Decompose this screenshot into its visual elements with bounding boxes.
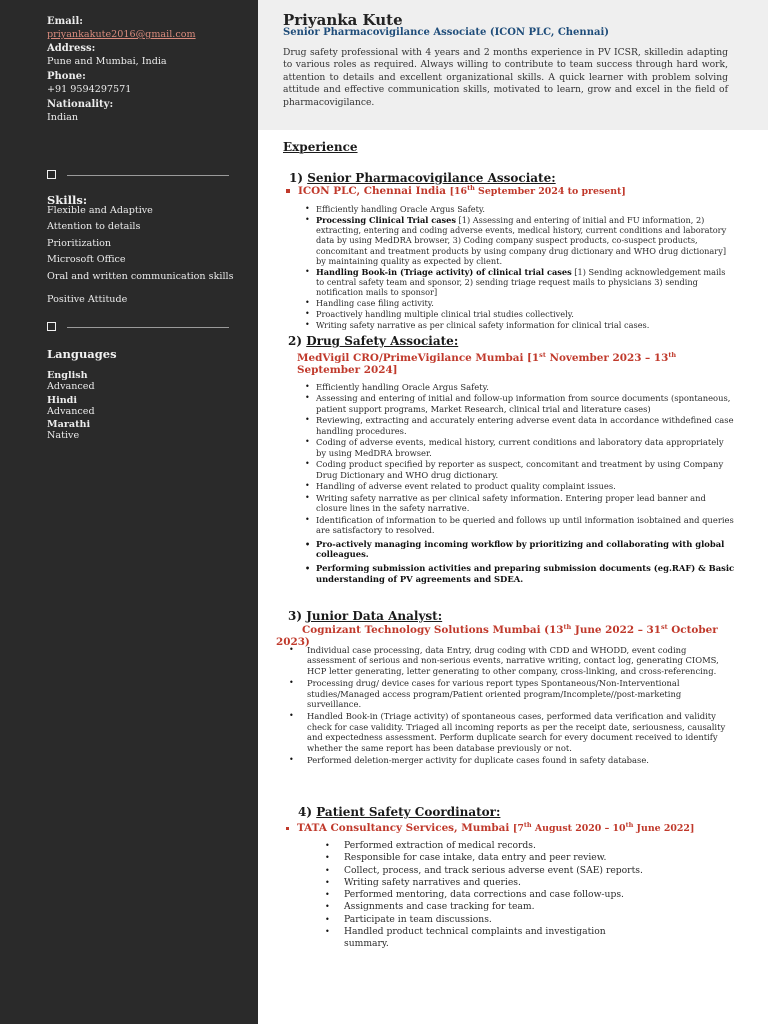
bullet-item: • Participate in team discussions. xyxy=(322,914,652,926)
language-name: Hindi xyxy=(47,395,78,406)
company-line xyxy=(286,184,626,197)
company-name: TATA Consultancy Services, Mumbai xyxy=(297,822,510,834)
job-number: 3) xyxy=(288,609,303,623)
bullet-text: [1) Assessing and entering of initial and FU information, 2) extracting, entering and coding adverse events, medical history, current conditions and laboratory data by using MedDRA browser, 3) Coding company suspect products, co-suspect products, concomitant and treatment products by using company drug dictionary and WHO drug dictionary] by maintaining quality as expected by client. xyxy=(316,214,727,266)
bullet-item: • Performed mentoring, data corrections and case follow-ups. xyxy=(322,889,652,901)
job-title xyxy=(288,334,458,348)
bullet-lead: Processing Clinical Trial cases xyxy=(316,214,456,225)
bullet-text: Writing safety narrative as per clinical safety information for clinical trial cases. xyxy=(316,319,650,330)
bullet-text: Efficiently handling Oracle Argus Safety. xyxy=(316,204,485,214)
nationality-value: Indian xyxy=(47,112,79,123)
section-divider xyxy=(47,170,230,180)
square-bullet-icon xyxy=(286,827,289,830)
job-date xyxy=(450,186,626,197)
bullet-item: • Responsible for case intake, data entry and peer review. xyxy=(322,852,652,864)
job-bullets xyxy=(305,204,730,331)
language-item xyxy=(47,395,247,417)
job-bullets xyxy=(305,382,735,585)
job-bullets xyxy=(284,645,736,767)
bullet-item xyxy=(305,298,730,308)
skills-heading: Skills: xyxy=(47,193,88,207)
bullet-text: Handling case filing activity. xyxy=(316,298,434,309)
bullet-item: • Assignments and case tracking for team. xyxy=(322,901,652,913)
company-line xyxy=(276,621,746,648)
language-item xyxy=(47,419,247,441)
date-superscript: st xyxy=(660,623,668,631)
job-bullets xyxy=(322,840,652,950)
language-item xyxy=(47,370,247,392)
date-part: September 2024] xyxy=(297,364,398,376)
square-bullet-icon xyxy=(286,189,290,193)
bullet-item: • Writing safety narratives and queries. xyxy=(322,877,652,889)
date-superscript: th xyxy=(563,623,572,631)
bullet-item xyxy=(305,267,730,298)
bullet-item xyxy=(305,215,730,266)
date-part: [7 xyxy=(512,823,524,834)
date-part: June 2022] xyxy=(633,823,695,834)
company-name: Cognizant Technology Solutions Mumbai xyxy=(302,624,541,636)
nationality-block xyxy=(47,99,247,124)
phone-value: +91 9594297571 xyxy=(47,84,132,95)
bullet-item: • Performed extraction of medical records. xyxy=(322,840,652,852)
languages-heading: Languages xyxy=(47,347,117,361)
job-title xyxy=(298,805,500,819)
date-part: [16 xyxy=(449,186,468,197)
address-block xyxy=(47,43,247,68)
company-name: ICON PLC, Chennai India xyxy=(298,185,446,197)
bullet-item: • Performed deletion-merger activity for duplicate cases found in safety database. xyxy=(284,755,736,765)
skill-item: Flexible and Adaptive xyxy=(47,205,153,216)
language-level: Advanced xyxy=(47,406,95,417)
bullet-item: • Coding of adverse events, medical history, current conditions and laboratory data appropriately by using MedDRA browser. xyxy=(305,437,735,458)
job-role: Junior Data Analyst: xyxy=(306,609,443,623)
bullet-item: • Handled Book-in (Triage activity) of spontaneous cases, performed data verification and validity check for case validity. Triaged all incoming reports as per the receipt date, seriousness, causality and expectedness assessment. Perform duplicate search for every document received to identify whether the same report has been database previously or not. xyxy=(284,711,736,753)
bullet-text: Proactively handling multiple clinical trial studies collectively. xyxy=(316,308,574,319)
date-superscript: th xyxy=(467,184,475,192)
job-title xyxy=(289,171,556,185)
bullet-item: • Processing drug/ device cases for various report types Spontaneous/Non-Interventional studies/Managed access program/Patient oriented program/Incomplete//post-marketing surveillance. xyxy=(284,678,736,709)
language-level: Native xyxy=(47,430,80,441)
date-part: August 2020 – 10 xyxy=(531,823,626,834)
skill-item: Microsoft Office xyxy=(47,254,126,265)
bullet-item: • Efficiently handling Oracle Argus Safety. xyxy=(305,382,735,393)
date-part: October 2023) xyxy=(276,624,718,648)
company-line xyxy=(286,821,694,834)
candidate-name: Priyanka Kute xyxy=(283,11,403,29)
candidate-role: Senior Pharmacovigilance Associate (ICON PLC, Chennai) xyxy=(283,27,609,38)
email-link[interactable]: priyankakute2016@gmail.com xyxy=(47,29,196,40)
job-role: Drug Safety Associate: xyxy=(306,334,459,348)
job-number: 2) xyxy=(288,334,303,348)
bullet-item: • Reviewing, extracting and accurately entering adverse event data in accordance withdefined case handling procedures. xyxy=(305,415,735,436)
nationality-label: Nationality: xyxy=(47,99,114,110)
job-date xyxy=(513,823,694,834)
bullet-item: • Collect, process, and track serious adverse event (SAE) reports. xyxy=(322,865,652,877)
bullet-item: • Writing safety narrative as per clinical safety information. Entering proper lead banner and closure lines in the safety narrative. xyxy=(305,493,735,514)
date-superscript: st xyxy=(539,351,546,359)
date-superscript: th xyxy=(523,821,532,829)
profile-summary: Drug safety professional with 4 years and 2 months experience in PV ICSR, skilledin adapting to various roles as required. Always willing to contribute to team success through hard work, attention to details and excellent organizational skills. A quick learner with problem solving attitude and effective communication skills, motivated to learn, grow and excel in the field of pharmacovigilance. xyxy=(283,47,728,108)
skill-item: Positive Attitude xyxy=(47,294,128,305)
bullet-item: • Identification of information to be queried and follows up until information isobtained and queries are satisfactory to resolved. xyxy=(305,515,735,536)
section-divider xyxy=(47,322,230,332)
email-block xyxy=(47,16,247,41)
date-superscript: th xyxy=(668,351,677,359)
address-value: Pune and Mumbai, India xyxy=(47,56,167,67)
date-superscript: th xyxy=(625,821,634,829)
bullet-item xyxy=(305,204,730,214)
job-role: Patient Safety Coordinator: xyxy=(316,805,501,819)
date-part: September 2024 to present] xyxy=(474,186,626,197)
bullet-text: [1) Sending acknowledgement mails to central safety team and sponsor, 2) sending triage request mails to physicians 3) sending notification mails to sponsor] xyxy=(316,266,726,298)
square-icon xyxy=(47,170,56,179)
language-name: English xyxy=(47,370,88,381)
bullet-item xyxy=(305,309,730,319)
bullet-lead: Handling Book-in (Triage activity) of clinical trial cases xyxy=(316,266,572,277)
bullet-item: • Handled product technical complaints and investigation summary. xyxy=(322,926,652,950)
bullet-item: • Handling of adverse event related to product quality complaint issues. xyxy=(305,481,735,492)
phone-label: Phone: xyxy=(47,71,86,82)
language-level: Advanced xyxy=(47,381,95,392)
bullet-item: • Coding product specified by reporter as suspect, concomitant and treatment by using Company Drug Dictionary and WHO drug dictionary. xyxy=(305,459,735,480)
skill-item: Prioritization xyxy=(47,238,112,249)
company-name: MedVigil CRO/PrimeVigilance Mumbai [1 xyxy=(297,352,540,364)
date-part: November 2023 – 13 xyxy=(545,352,669,364)
bullet-item: • Performing submission activities and preparing submission documents (eg.RAF) & Basic understanding of PV agreements and SDEA. xyxy=(305,563,735,584)
address-label: Address: xyxy=(47,43,96,54)
date-part: (13 xyxy=(544,624,564,636)
bullet-item: • Pro-actively managing incoming workflow by prioritizing and collaborating with global colleagues. xyxy=(305,539,735,560)
date-part: June 2022 – 31 xyxy=(571,624,661,636)
email-label: Email: xyxy=(47,16,83,27)
square-icon xyxy=(47,322,56,331)
job-number: 1) xyxy=(289,171,304,185)
bullet-item xyxy=(305,320,730,330)
sidebar xyxy=(0,0,258,1024)
job-number: 4) xyxy=(298,805,313,819)
job-role: Senior Pharmacovigilance Associate: xyxy=(307,171,556,185)
bullet-item: • Individual case processing, data Entry, drug coding with CDD and WHODD, event coding assessment of serious and non-serious events, narrative writing, contact log, generating CIOMS, HCP letter generating, letter generating to other company, cross-linking, and cross-referencing. xyxy=(284,645,736,676)
skill-item: Oral and written communication skills xyxy=(47,271,234,282)
language-name: Marathi xyxy=(47,419,91,430)
sidebar-footer-band xyxy=(0,964,258,1024)
bullet-item: • Assessing and entering of initial and follow-up information from source documents (spontaneous, patient support programs, Market Research, clinical trial and literature cases) xyxy=(305,393,735,414)
phone-block xyxy=(47,71,247,96)
company-line xyxy=(297,349,737,376)
divider-line xyxy=(67,175,229,176)
divider-line xyxy=(67,327,229,328)
experience-heading: Experience xyxy=(283,140,358,154)
skill-item: Attention to details xyxy=(47,221,141,232)
